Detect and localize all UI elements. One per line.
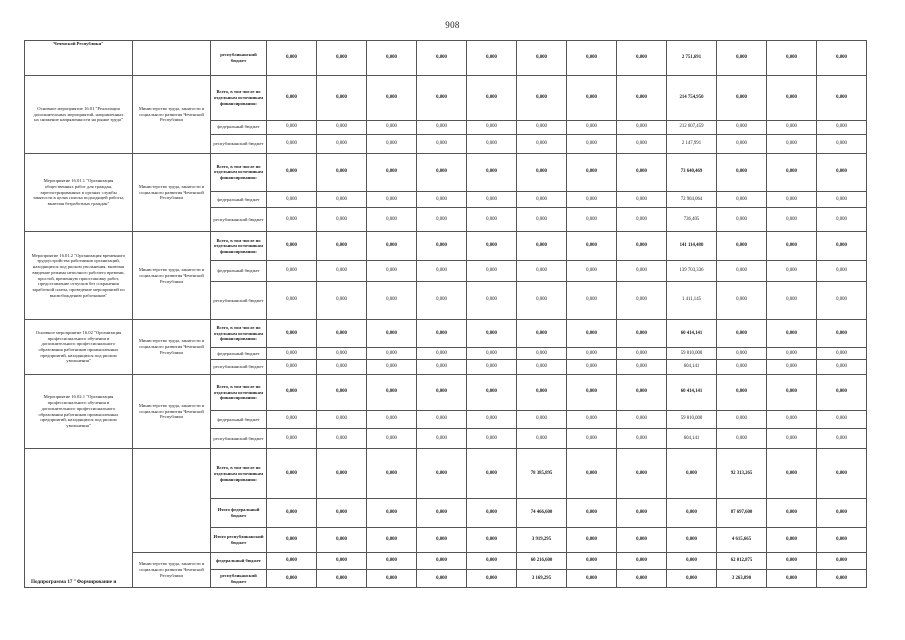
value-cell: 0,000 <box>817 570 867 588</box>
value-cell: 0,000 <box>417 208 467 232</box>
value-cell: 0,000 <box>317 261 367 282</box>
value-cell: 0,000 <box>517 191 567 208</box>
value-cell: 0,000 <box>767 153 817 191</box>
value-cell: 0,000 <box>417 232 467 261</box>
funding-source-cell: Всего, в том числе по отдельным источникам финансирования: <box>211 374 267 410</box>
value-cell: 0,000 <box>367 76 417 120</box>
executor-cell <box>133 41 211 76</box>
value-cell: 0,000 <box>767 552 817 570</box>
value-cell: 0,000 <box>317 232 367 261</box>
value-cell: 0,000 <box>767 428 817 449</box>
funding-source-cell: республиканский бюджет <box>211 570 267 588</box>
value-cell: 0,000 <box>467 320 517 348</box>
value-cell: 0,000 <box>267 153 317 191</box>
value-cell: 0,000 <box>417 552 467 570</box>
value-cell: 0,000 <box>467 498 517 527</box>
value-cell: 0,000 <box>267 191 317 208</box>
value-cell: 0,000 <box>817 76 867 120</box>
value-cell: 0,000 <box>467 374 517 410</box>
value-cell: 0,000 <box>617 135 667 154</box>
value-cell: 0,000 <box>467 261 517 282</box>
value-cell: 3 919,295 <box>517 527 567 552</box>
value-cell: 0,000 <box>367 570 417 588</box>
funding-source-cell: республиканский бюджет <box>211 135 267 154</box>
executor-cell: Министерство труда, занятости и социального развития Чеченской Республики <box>133 320 211 375</box>
value-cell: 0,000 <box>717 360 767 374</box>
value-cell: 0,000 <box>767 208 817 232</box>
value-cell: 0,000 <box>367 41 417 76</box>
value-cell: 0,000 <box>517 208 567 232</box>
value-cell: 0,000 <box>767 360 817 374</box>
value-cell: 0,000 <box>267 570 317 588</box>
funding-source-cell: республиканский бюджет <box>211 208 267 232</box>
value-cell: 0,000 <box>817 527 867 552</box>
value-cell: 0,000 <box>317 570 367 588</box>
value-cell: 0,000 <box>367 552 417 570</box>
measure-cell: Мероприятие 16.02.1 "Организация профессионального обучения и дополнительного профессионального образования работников промышленных предприятий, находящихся под риском увольнения" <box>25 374 133 448</box>
value-cell: 0,000 <box>717 348 767 360</box>
value-cell: 0,000 <box>517 41 567 76</box>
value-cell: 0,000 <box>667 498 717 527</box>
value-cell: 0,000 <box>467 360 517 374</box>
value-cell: 3 263,890 <box>717 570 767 588</box>
value-cell: 0,000 <box>517 320 567 348</box>
value-cell: 604,141 <box>667 360 717 374</box>
value-cell: 59 810,000 <box>667 411 717 429</box>
value-cell: 0,000 <box>367 191 417 208</box>
value-cell: 87 697,600 <box>717 498 767 527</box>
value-cell: 0,000 <box>417 449 467 499</box>
value-cell: 0,000 <box>267 261 317 282</box>
value-cell: 0,000 <box>767 374 817 410</box>
table-row <box>25 232 867 261</box>
value-cell: 0,000 <box>417 498 467 527</box>
value-cell: 0,000 <box>567 135 617 154</box>
value-cell: 0,000 <box>567 261 617 282</box>
value-cell: 0,000 <box>717 135 767 154</box>
value-cell: 0,000 <box>817 191 867 208</box>
value-cell: 0,000 <box>717 191 767 208</box>
measure-cell: Основное мероприятие 16.01 "Реализация дополнительных мероприятий, направленных на снижение напряженности на рынке труда" <box>25 76 133 154</box>
value-cell: 604,141 <box>667 428 717 449</box>
value-cell: 0,000 <box>817 320 867 348</box>
value-cell: 0,000 <box>567 76 617 120</box>
value-cell: 0,000 <box>467 120 517 134</box>
funding-source-cell: Всего, в том числе по отдельным источникам финансирования: <box>211 76 267 120</box>
value-cell: 0,000 <box>617 232 667 261</box>
value-cell: 3 169,295 <box>517 570 567 588</box>
value-cell: 0,000 <box>517 261 567 282</box>
table-row <box>25 153 867 191</box>
value-cell: 0,000 <box>617 348 667 360</box>
value-cell: 0,000 <box>367 281 417 319</box>
value-cell: 0,000 <box>617 374 667 410</box>
value-cell: 0,000 <box>467 232 517 261</box>
value-cell: 0,000 <box>717 208 767 232</box>
value-cell: 0,000 <box>317 208 367 232</box>
value-cell: 0,000 <box>567 428 617 449</box>
funding-source-cell: республиканский бюджет <box>211 360 267 374</box>
funding-source-cell: Всего, в том числе по отдельным источникам финансирования: <box>211 232 267 261</box>
value-cell: 0,000 <box>567 348 617 360</box>
value-cell: 0,000 <box>567 498 617 527</box>
value-cell: 0,000 <box>517 374 567 410</box>
value-cell: 0,000 <box>317 153 367 191</box>
value-cell: 0,000 <box>517 281 567 319</box>
value-cell: 0,000 <box>717 428 767 449</box>
value-cell: 0,000 <box>517 428 567 449</box>
value-cell: 0,000 <box>767 261 817 282</box>
value-cell: 0,000 <box>817 552 867 570</box>
funding-source-cell: федеральный бюджет <box>211 191 267 208</box>
value-cell: 0,000 <box>767 527 817 552</box>
value-cell: 0,000 <box>567 120 617 134</box>
page-number: 908 <box>445 20 460 30</box>
value-cell: 0,000 <box>717 232 767 261</box>
value-cell: 0,000 <box>517 360 567 374</box>
value-cell: 0,000 <box>617 411 667 429</box>
value-cell: 0,000 <box>567 232 617 261</box>
value-cell: 0,000 <box>767 191 817 208</box>
value-cell: 0,000 <box>367 208 417 232</box>
table-row <box>25 374 867 410</box>
value-cell: 0,000 <box>317 41 367 76</box>
value-cell: 0,000 <box>517 232 567 261</box>
value-cell: 0,000 <box>267 449 317 499</box>
table-row <box>25 449 867 499</box>
value-cell: 0,000 <box>517 76 567 120</box>
value-cell: 0,000 <box>417 76 467 120</box>
value-cell: 0,000 <box>767 120 817 134</box>
value-cell: 0,000 <box>267 552 317 570</box>
value-cell: 0,000 <box>567 527 617 552</box>
value-cell: 0,000 <box>617 360 667 374</box>
value-cell: 0,000 <box>267 348 317 360</box>
value-cell: 0,000 <box>517 120 567 134</box>
executor-cell: Министерство труда, занятости и социального развития Чеченской Республики <box>133 552 211 587</box>
value-cell: 0,000 <box>817 360 867 374</box>
value-cell: 0,000 <box>667 449 717 499</box>
value-cell: 0,000 <box>267 360 317 374</box>
value-cell: 60 216,600 <box>517 552 567 570</box>
value-cell: 0,000 <box>467 428 517 449</box>
funding-source-cell: федеральный бюджет <box>211 411 267 429</box>
value-cell: 1 411,145 <box>667 281 717 319</box>
value-cell: 0,000 <box>567 191 617 208</box>
value-cell: 0,000 <box>617 191 667 208</box>
funding-source-cell: республиканский бюджет <box>211 41 267 76</box>
value-cell: 0,000 <box>817 374 867 410</box>
value-cell: 0,000 <box>567 153 617 191</box>
executor-cell: Министерство труда, занятости и социального развития Чеченской Республики <box>133 76 211 154</box>
value-cell: 0,000 <box>317 527 367 552</box>
value-cell: 0,000 <box>717 281 767 319</box>
value-cell: 0,000 <box>517 411 567 429</box>
value-cell: 0,000 <box>817 348 867 360</box>
value-cell: 0,000 <box>467 76 517 120</box>
value-cell: 0,000 <box>417 374 467 410</box>
value-cell: 0,000 <box>817 411 867 429</box>
value-cell: 4 615,665 <box>717 527 767 552</box>
table-row <box>25 320 867 348</box>
value-cell: 0,000 <box>367 411 417 429</box>
value-cell: 214 754,950 <box>667 76 717 120</box>
value-cell: 0,000 <box>317 552 367 570</box>
value-cell: 0,000 <box>267 498 317 527</box>
value-cell: 0,000 <box>367 120 417 134</box>
value-cell: 0,000 <box>267 527 317 552</box>
value-cell: 0,000 <box>717 120 767 134</box>
value-cell: 0,000 <box>517 153 567 191</box>
value-cell: 0,000 <box>267 232 317 261</box>
value-cell: 0,000 <box>817 120 867 134</box>
value-cell: 0,000 <box>467 527 517 552</box>
value-cell: 0,000 <box>817 135 867 154</box>
funding-source-cell: Всего, в том числе по отдельным источникам финансирования: <box>211 449 267 499</box>
value-cell: 2 147,991 <box>667 135 717 154</box>
value-cell: 59 810,000 <box>667 348 717 360</box>
value-cell: 0,000 <box>417 411 467 429</box>
value-cell: 0,000 <box>617 570 667 588</box>
value-cell: 0,000 <box>317 411 367 429</box>
value-cell: 73 640,469 <box>667 153 717 191</box>
value-cell: 0,000 <box>417 120 467 134</box>
value-cell: 0,000 <box>367 232 417 261</box>
value-cell: 0,000 <box>817 232 867 261</box>
value-cell: 0,000 <box>567 570 617 588</box>
value-cell: 0,000 <box>367 320 417 348</box>
value-cell: 0,000 <box>617 498 667 527</box>
value-cell: 0,000 <box>317 135 367 154</box>
value-cell: 0,000 <box>467 135 517 154</box>
table-row <box>25 552 867 570</box>
value-cell: 0,000 <box>767 570 817 588</box>
value-cell: 0,000 <box>717 411 767 429</box>
value-cell: 0,000 <box>267 76 317 120</box>
value-cell: 0,000 <box>817 449 867 499</box>
value-cell: 0,000 <box>417 135 467 154</box>
measure-cell: Мероприятие 16.01.1 "Организация общественных работ для граждан, зарегистрированных в органах службы занятости в целях поиска подходящей работы, включая безработных граждан" <box>25 153 133 232</box>
value-cell: 0,000 <box>767 135 817 154</box>
funding-source-cell: республиканский бюджет <box>211 281 267 319</box>
value-cell: 0,000 <box>617 320 667 348</box>
value-cell: 0,000 <box>267 41 317 76</box>
value-cell: 0,000 <box>517 348 567 360</box>
value-cell: 0,000 <box>317 281 367 319</box>
executor-cell: Министерство труда, занятости и социального развития Чеченской Республики <box>133 374 211 448</box>
funding-source-cell: республиканский бюджет <box>211 428 267 449</box>
table-row <box>25 41 867 76</box>
value-cell: 0,000 <box>317 374 367 410</box>
value-cell: 0,000 <box>267 411 317 429</box>
value-cell: 0,000 <box>817 261 867 282</box>
value-cell: 62 012,875 <box>717 552 767 570</box>
value-cell: 0,000 <box>417 527 467 552</box>
value-cell: 0,000 <box>417 281 467 319</box>
value-cell: 0,000 <box>467 570 517 588</box>
value-cell: 60 414,141 <box>667 374 717 410</box>
value-cell: 0,000 <box>417 191 467 208</box>
value-cell: 0,000 <box>367 498 417 527</box>
funding-source-cell: Итого федеральный бюджет <box>211 498 267 527</box>
value-cell: 0,000 <box>467 411 517 429</box>
value-cell: 0,000 <box>667 552 717 570</box>
value-cell: 60 414,141 <box>667 320 717 348</box>
value-cell: 0,000 <box>667 527 717 552</box>
funding-source-cell: Итого республиканский бюджет <box>211 527 267 552</box>
value-cell: 0,000 <box>267 320 317 348</box>
value-cell: 0,000 <box>317 449 367 499</box>
value-cell: 0,000 <box>567 374 617 410</box>
value-cell: 0,000 <box>817 428 867 449</box>
value-cell: 0,000 <box>317 428 367 449</box>
value-cell: 0,000 <box>767 498 817 527</box>
value-cell: 212 607,459 <box>667 120 717 134</box>
value-cell: 0,000 <box>767 348 817 360</box>
funding-source-cell: Всего, в том числе по отдельным источникам финансирования: <box>211 320 267 348</box>
measure-cell: Чеченской Республики" <box>25 41 133 76</box>
value-cell: 0,000 <box>367 135 417 154</box>
value-cell: 0,000 <box>617 76 667 120</box>
funding-source-cell: федеральный бюджет <box>211 552 267 570</box>
value-cell: 0,000 <box>317 498 367 527</box>
value-cell: 0,000 <box>717 374 767 410</box>
measure-cell: Подпрограмма 17 "Формирование и <box>25 449 133 588</box>
value-cell: 0,000 <box>617 527 667 552</box>
budget-table <box>24 40 867 588</box>
measure-cell: Мероприятие 16.01.2 "Организация временного трудоустройства работников организаций, находящихся под риском увольнения, включая введение режима неполного рабочего времени, простой, временную приостановку работ, предоставление отпусков без сохранения заработной платы, проведение мероприятий по высвобождению работников" <box>25 232 133 320</box>
value-cell: 0,000 <box>367 527 417 552</box>
value-cell: 72 904,064 <box>667 191 717 208</box>
value-cell: 0,000 <box>317 191 367 208</box>
funding-source-cell: Всего, в том числе по отдельным источникам финансирования: <box>211 153 267 191</box>
value-cell: 0,000 <box>267 281 317 319</box>
value-cell: 0,000 <box>417 320 467 348</box>
funding-source-cell: федеральный бюджет <box>211 120 267 134</box>
value-cell: 78 385,895 <box>517 449 567 499</box>
value-cell: 0,000 <box>767 281 817 319</box>
value-cell: 0,000 <box>717 41 767 76</box>
value-cell: 0,000 <box>567 360 617 374</box>
value-cell: 0,000 <box>617 208 667 232</box>
value-cell: 0,000 <box>467 348 517 360</box>
value-cell: 74 466,600 <box>517 498 567 527</box>
value-cell: 0,000 <box>267 135 317 154</box>
value-cell: 0,000 <box>317 360 367 374</box>
value-cell: 0,000 <box>317 320 367 348</box>
value-cell: 0,000 <box>467 449 517 499</box>
value-cell: 0,000 <box>567 552 617 570</box>
value-cell: 0,000 <box>467 41 517 76</box>
value-cell: 0,000 <box>617 153 667 191</box>
value-cell: 0,000 <box>567 449 617 499</box>
value-cell: 0,000 <box>617 120 667 134</box>
value-cell: 0,000 <box>367 261 417 282</box>
value-cell: 2 751,691 <box>667 41 717 76</box>
value-cell: 0,000 <box>617 261 667 282</box>
value-cell: 0,000 <box>817 41 867 76</box>
value-cell: 0,000 <box>567 41 617 76</box>
value-cell: 0,000 <box>717 153 767 191</box>
value-cell: 0,000 <box>267 120 317 134</box>
value-cell: 0,000 <box>567 411 617 429</box>
funding-source-cell: федеральный бюджет <box>211 261 267 282</box>
value-cell: 0,000 <box>517 135 567 154</box>
value-cell: 0,000 <box>367 449 417 499</box>
value-cell: 0,000 <box>617 552 667 570</box>
value-cell: 0,000 <box>317 76 367 120</box>
value-cell: 0,000 <box>417 348 467 360</box>
value-cell: 139 703,336 <box>667 261 717 282</box>
value-cell: 0,000 <box>617 428 667 449</box>
value-cell: 0,000 <box>817 281 867 319</box>
value-cell: 0,000 <box>767 411 817 429</box>
value-cell: 0,000 <box>717 320 767 348</box>
value-cell: 0,000 <box>417 570 467 588</box>
value-cell: 92 313,265 <box>717 449 767 499</box>
value-cell: 0,000 <box>417 360 467 374</box>
value-cell: 0,000 <box>467 552 517 570</box>
value-cell: 0,000 <box>567 208 617 232</box>
value-cell: 0,000 <box>717 76 767 120</box>
value-cell: 0,000 <box>567 281 617 319</box>
value-cell: 0,000 <box>617 281 667 319</box>
value-cell: 0,000 <box>267 374 317 410</box>
value-cell: 0,000 <box>467 208 517 232</box>
value-cell: 0,000 <box>367 360 417 374</box>
value-cell: 0,000 <box>317 348 367 360</box>
value-cell: 0,000 <box>717 261 767 282</box>
value-cell: 0,000 <box>367 374 417 410</box>
value-cell: 0,000 <box>767 449 817 499</box>
value-cell: 0,000 <box>617 41 667 76</box>
value-cell: 0,000 <box>567 320 617 348</box>
value-cell: 0,000 <box>667 570 717 588</box>
value-cell: 0,000 <box>367 428 417 449</box>
value-cell: 736,405 <box>667 208 717 232</box>
value-cell: 0,000 <box>417 153 467 191</box>
value-cell: 0,000 <box>767 76 817 120</box>
value-cell: 141 114,480 <box>667 232 717 261</box>
value-cell: 0,000 <box>817 153 867 191</box>
value-cell: 0,000 <box>467 153 517 191</box>
executor-cell: Министерство труда, занятости и социального развития Чеченской Республики <box>133 153 211 232</box>
value-cell: 0,000 <box>617 449 667 499</box>
value-cell: 0,000 <box>317 120 367 134</box>
value-cell: 0,000 <box>367 153 417 191</box>
value-cell: 0,000 <box>267 208 317 232</box>
measure-cell: Основное мероприятие 16.02 "Организация профессионального обучения и дополнительного профессионального образования работников промышленных предприятий, находящихся под риском увольнения" <box>25 320 133 375</box>
value-cell: 0,000 <box>417 41 467 76</box>
value-cell: 0,000 <box>467 191 517 208</box>
funding-source-cell: федеральный бюджет <box>211 348 267 360</box>
value-cell: 0,000 <box>817 208 867 232</box>
value-cell: 0,000 <box>417 261 467 282</box>
executor-cell: Министерство труда, занятости и социального развития Чеченской Республики <box>133 232 211 320</box>
value-cell: 0,000 <box>417 428 467 449</box>
value-cell: 0,000 <box>367 348 417 360</box>
value-cell: 0,000 <box>767 320 817 348</box>
value-cell: 0,000 <box>817 498 867 527</box>
value-cell: 0,000 <box>467 281 517 319</box>
table-row <box>25 76 867 120</box>
value-cell: 0,000 <box>767 232 817 261</box>
value-cell: 0,000 <box>767 41 817 76</box>
blank-cell <box>133 449 211 552</box>
value-cell: 0,000 <box>267 428 317 449</box>
